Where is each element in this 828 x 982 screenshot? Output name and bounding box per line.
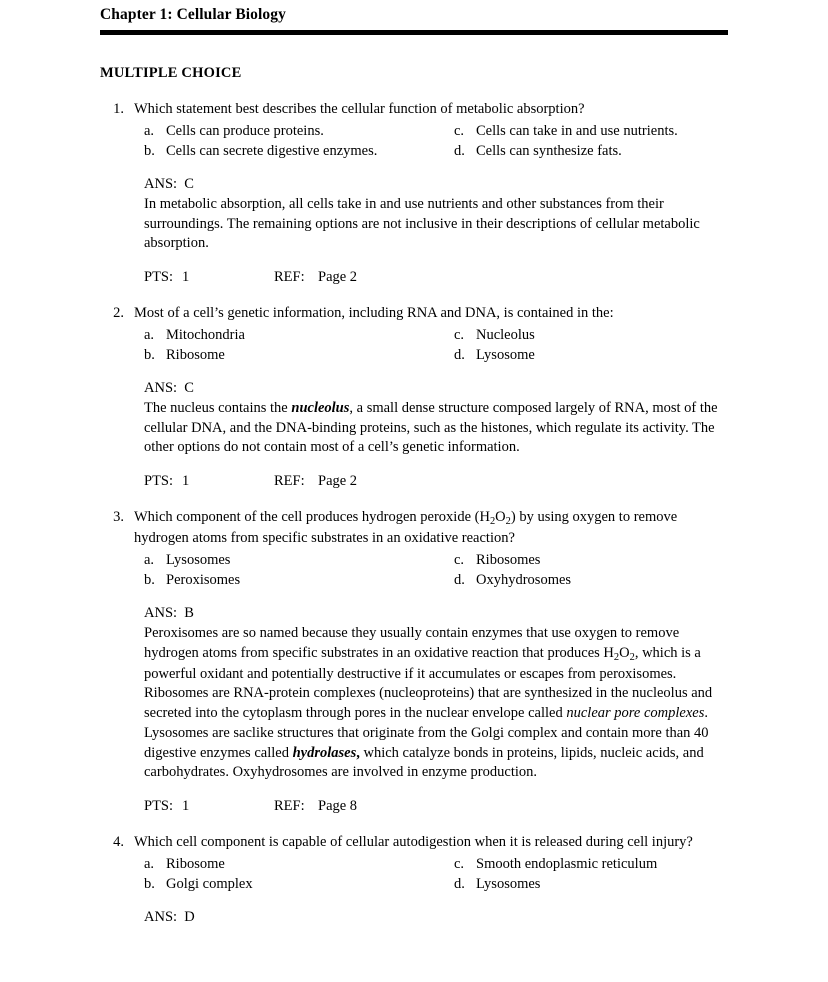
choice-text: Lysosome: [476, 346, 535, 363]
ref-value: Page 2: [318, 473, 358, 490]
question-stem: Which component of the cell produces hydrogen peroxide $(H_2O_2)$ by using oxygen to remove hydrogen atoms from specific substrates in an oxidative reaction?: [134, 509, 678, 547]
chapter-title: Chapter 1: Cellular Biology: [100, 6, 286, 23]
choice-option[interactable]: [454, 121, 724, 141]
choice-option[interactable]: [144, 570, 454, 590]
answer-line: [144, 604, 724, 624]
question-stem: Which cell component is capable of cellular autodigestion when it is released during cell injury?: [134, 834, 693, 851]
rationale-text: Peroxisomes are so named because they usually contain enzymes that use oxygen to remove hydrogen atoms from specific substrates in an oxidative reaction that produces $H_2O_2$, which is a powerful oxidant and potentially destructive if it accumulates or escapes from peroxisomes. Ribosomes are RNA-protein complexes (nucleoproteins) that are synthesized in the nucleolus and secreted into the cytoplasm through pores in the nuclear envelope called nuclear pore complexes. Lysosomes are saclike structures that originate from the Golgi complex and contain more than 40 digestive enzymes called hydrolases, which catalyze bonds in proteins, lipids, nucleic acids, and carbohydrates. Oxyhydrosomes are involved in enzyme production.: [144, 624, 713, 781]
answer-value: B: [184, 605, 194, 622]
choice-letter: c.: [454, 551, 465, 568]
question-stem: Which statement best describes the cellular function of metabolic absorption?: [134, 101, 585, 117]
section-heading: MULTIPLE CHOICE: [100, 65, 242, 81]
choice-letter: b.: [144, 142, 155, 159]
pts-value: 1: [182, 473, 190, 490]
choice-text: Ribosome: [166, 346, 225, 363]
question-stem-row: [100, 833, 724, 853]
question-stem-row: [100, 304, 724, 324]
choice-letter: d.: [454, 571, 465, 588]
answer-block: [144, 379, 724, 458]
choice-text: Cells can take in and use nutrients.: [476, 122, 678, 139]
header-divider: [100, 30, 728, 35]
choice-option[interactable]: [144, 141, 454, 161]
ref-label: REF:: [274, 473, 305, 490]
choice-letter: b.: [144, 571, 155, 588]
question-item: [100, 833, 724, 928]
answer-block: [144, 604, 724, 783]
choice-option[interactable]: [454, 141, 724, 161]
choice-list: [144, 121, 724, 162]
answer-line: [144, 175, 724, 195]
rationale-text: The nucleus contains the nucleolus, a small dense structure composed largely of RNA, most of the cellular DNA, and the DNA-binding proteins, such as the histones, which regulate its activity. The other options do not contain most of a cell’s genetic information.: [144, 399, 718, 456]
question-number: 2.: [113, 305, 124, 322]
choice-letter: b.: [144, 875, 155, 892]
answer-label: ANS:: [144, 909, 178, 926]
choice-text: Ribosomes: [476, 551, 541, 568]
choice-letter: d.: [454, 875, 465, 892]
choice-letter: d.: [454, 142, 465, 159]
choice-letter: c.: [454, 326, 465, 343]
answer-label: ANS:: [144, 176, 178, 193]
choice-text: Smooth endoplasmic reticulum: [476, 855, 658, 872]
choice-letter: d.: [454, 346, 465, 363]
choice-text: Cells can produce proteins.: [166, 122, 324, 139]
ref-value: Page 8: [318, 798, 358, 815]
question-item: [100, 304, 724, 490]
pts-label: PTS:: [144, 798, 174, 815]
answer-line: [144, 379, 724, 399]
choice-text: Nucleolus: [476, 326, 535, 343]
question-number: 4.: [113, 834, 124, 851]
answer-value: D: [184, 909, 195, 926]
question-item: [100, 100, 724, 286]
choice-text: Mitochondria: [166, 326, 245, 343]
choice-option[interactable]: [144, 550, 454, 570]
choice-text: Cells can secrete digestive enzymes.: [166, 142, 378, 159]
question-number: 3.: [113, 509, 124, 526]
pts-label: PTS:: [144, 269, 174, 286]
ref-label: REF:: [274, 269, 305, 286]
answer-line: [144, 908, 724, 928]
answer-label: ANS:: [144, 380, 178, 397]
choice-list: [144, 325, 724, 366]
choice-option[interactable]: [454, 854, 724, 874]
choice-option[interactable]: [454, 570, 724, 590]
choice-option[interactable]: [144, 345, 454, 365]
choice-text: Cells can synthesize fats.: [476, 142, 622, 159]
answer-block: [144, 908, 724, 928]
choice-letter: a.: [144, 551, 155, 568]
choice-letter: b.: [144, 346, 155, 363]
choice-letter: a.: [144, 326, 155, 343]
question-stem-row: [100, 508, 724, 549]
choice-option[interactable]: [454, 874, 724, 894]
pts-label: PTS:: [144, 473, 174, 490]
choice-option[interactable]: [144, 874, 454, 894]
pts-ref-line: [144, 269, 724, 286]
choice-option[interactable]: [144, 121, 454, 141]
choice-option[interactable]: [454, 345, 724, 365]
question-item: [100, 508, 724, 815]
choice-option[interactable]: [144, 854, 454, 874]
pts-value: 1: [182, 798, 190, 815]
choice-letter: c.: [454, 122, 465, 139]
choice-text: Lysosomes: [476, 875, 541, 892]
answer-value: C: [184, 380, 194, 397]
ref-value: Page 2: [318, 269, 358, 286]
choice-text: Peroxisomes: [166, 571, 241, 588]
question-number: 1.: [113, 101, 124, 117]
pts-ref-line: [144, 473, 724, 490]
question-stem-row: [100, 100, 724, 120]
answer-block: [144, 175, 724, 254]
ref-label: REF:: [274, 798, 305, 815]
answer-label: ANS:: [144, 605, 178, 622]
choice-letter: c.: [454, 855, 465, 872]
choice-text: Golgi complex: [166, 875, 253, 892]
choice-letter: a.: [144, 122, 155, 139]
choice-text: Ribosome: [166, 855, 225, 872]
pts-ref-line: [144, 798, 724, 815]
choice-text: Oxyhydrosomes: [476, 571, 572, 588]
choice-text: Lysosomes: [166, 551, 231, 568]
rationale-text: In metabolic absorption, all cells take in and use nutrients and other substances from their surroundings. The remaining options are not inclusive in their descriptions of cellular metabolic absorption.: [144, 195, 700, 252]
question-stem: Most of a cell’s genetic information, including RNA and DNA, is contained in the:: [134, 305, 614, 322]
choice-option[interactable]: [144, 325, 454, 345]
choice-list: [144, 854, 724, 895]
answer-value: C: [184, 176, 194, 193]
choice-letter: a.: [144, 855, 155, 872]
pts-value: 1: [182, 269, 190, 286]
choice-option[interactable]: [454, 325, 724, 345]
choice-option[interactable]: [454, 550, 724, 570]
choice-list: [144, 550, 724, 591]
